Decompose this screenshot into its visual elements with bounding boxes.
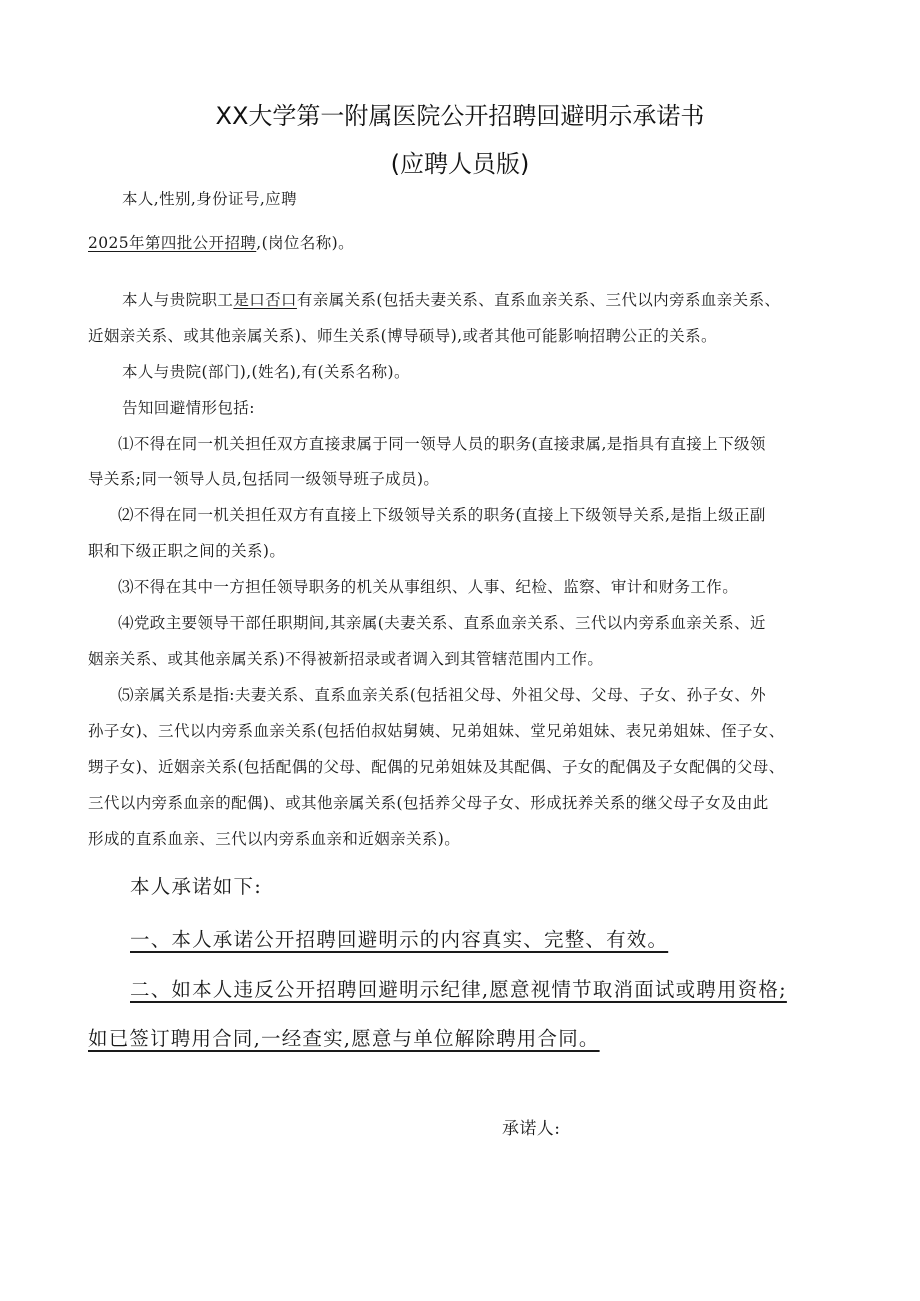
rule-5-line-5: 形成的直系血亲、三代以内旁系血亲和近姻亲关系)。 xyxy=(88,830,461,848)
document-subtitle: (应聘人员版) xyxy=(390,150,530,178)
relation-prefix: 本人与贵院职工 xyxy=(122,291,234,309)
pledge-item-2-line-2: 如已签订聘用合同,一经查实,愿意与单位解除聘用合同。 xyxy=(88,1027,600,1050)
rule-1-line-1: ⑴不得在同一机关担任双方直接隶属于同一领导人员的职务(直接隶属,是指具有直接上下级领 xyxy=(118,435,766,453)
intro-line-2 xyxy=(88,232,354,254)
rule-3-line-1: ⑶不得在其中一方担任领导职务的机关从事组织、人事、纪检、监察、审计和财务工作。 xyxy=(118,578,739,596)
pledge-heading: 本人承诺如下: xyxy=(130,875,262,898)
rule-4-line-2: 姻亲关系、或其他亲属关系)不得被新招录或者调入到其管辖范围内工作。 xyxy=(88,650,604,668)
pledge-item-2-line-1: 二、如本人违反公开招聘回避明示纪律,愿意视情节取消面试或聘用资格; xyxy=(130,978,787,1001)
rule-5-line-3: 甥子女)、近姻亲关系(包括配偶的父母、配偶的兄弟姐妹及其配偶、子女的配偶及子女配偶的父母、 xyxy=(88,758,785,776)
relation-suffix: 有亲属关系(包括夫妻关系、直系血亲关系、三代以内旁系血亲关系、 xyxy=(296,291,781,309)
rule-2-line-1: ⑵不得在同一机关担任双方有直接上下级领导关系的职务(直接上下级领导关系,是指上级正副 xyxy=(118,506,766,524)
rule-2-line-2: 职和下级正职之间的关系)。 xyxy=(88,542,286,560)
notice-heading: 告知回避情形包括: xyxy=(122,399,255,417)
document-title: XX大学第一附属医院公开招聘回避明示承诺书 xyxy=(215,102,705,130)
rule-5-line-1: ⑸亲属关系是指:夫妻关系、直系血亲关系(包括祖父母、外祖父母、父母、子女、孙子女、外 xyxy=(118,686,767,704)
batch-name: 2025年第四批公开招聘 xyxy=(88,234,257,252)
rule-1-line-2: 导关系;同一领导人员,包括同一级领导班子成员)。 xyxy=(88,470,440,488)
rule-4-line-1: ⑷党政主要领导干部任职期间,其亲属(夫妻关系、直系血亲关系、三代以内旁系血亲关系、近 xyxy=(118,614,766,632)
relation-detail: 本人与贵院(部门),(姓名),有(关系名称)。 xyxy=(122,363,410,381)
yes-no-checkboxes: 是口否口 xyxy=(233,291,297,309)
pledge-item-1: 一、本人承诺公开招聘回避明示的内容真实、完整、有效。 xyxy=(130,928,669,951)
signature-label: 承诺人: xyxy=(502,1119,561,1139)
relation-line-2: 近姻亲关系、或其他亲属关系)、师生关系(博导硕导),或者其他可能影响招聘公正的关系。 xyxy=(88,327,717,345)
relation-line-1 xyxy=(122,289,780,311)
position-placeholder: ,(岗位名称)。 xyxy=(256,234,354,252)
rule-5-line-4: 三代以内旁系血亲的配偶)、或其他亲属关系(包括养父母子女、形成抚养关系的继父母子女及由此 xyxy=(88,794,769,812)
intro-line-1: 本人,性别,身份证号,应聘 xyxy=(122,190,297,208)
rule-5-line-2: 孙子女)、三代以内旁系血亲关系(包括伯叔姑舅姨、兄弟姐妹、堂兄弟姐妹、表兄弟姐妹、侄子女、 xyxy=(88,722,785,740)
